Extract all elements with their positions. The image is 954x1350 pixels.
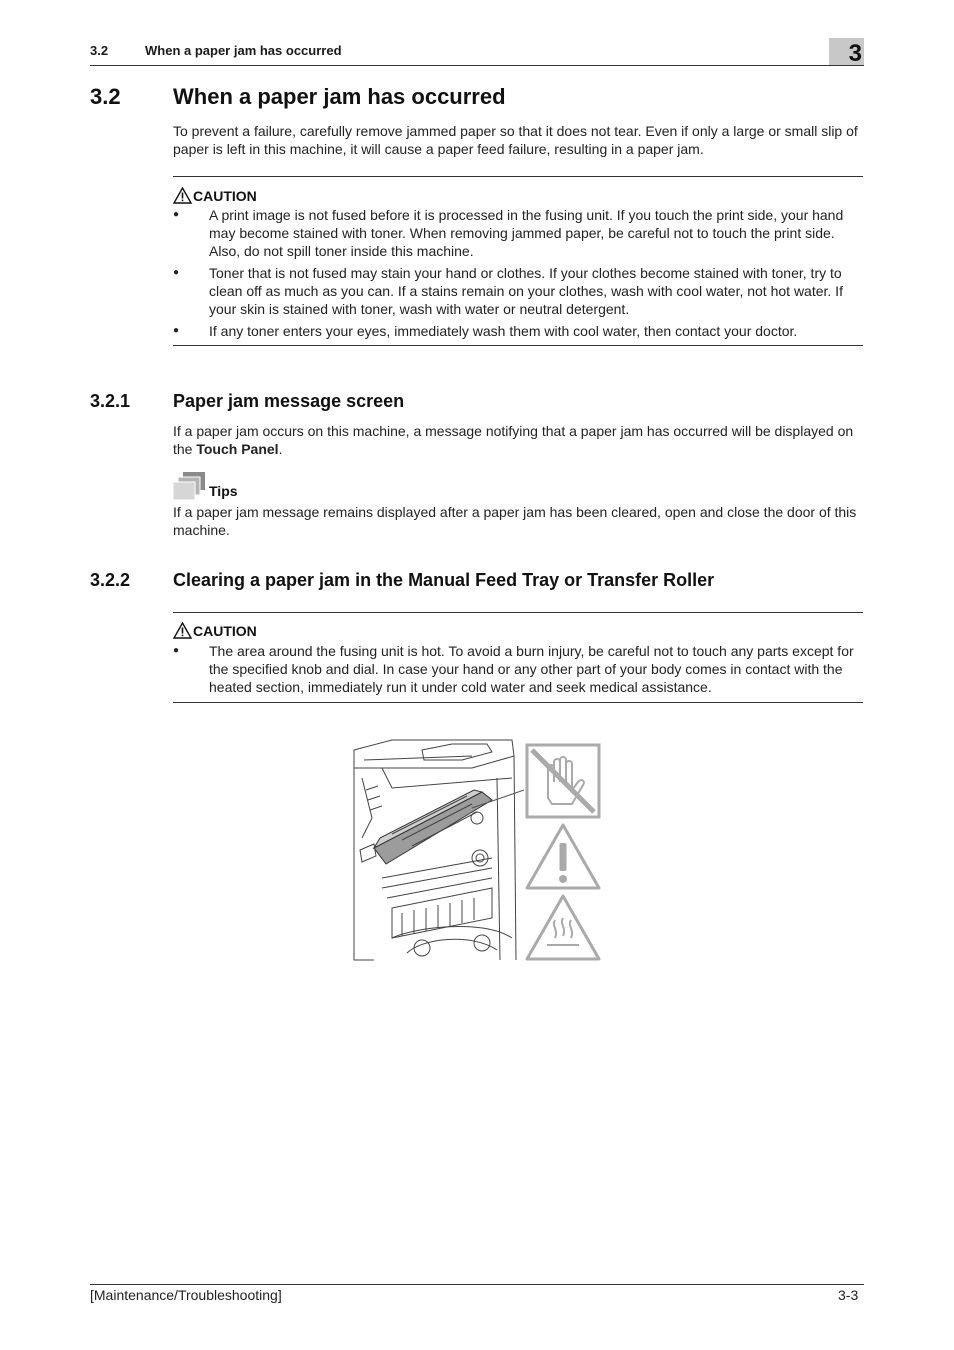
footer-rule (90, 1284, 864, 1285)
warning-triangle-icon (173, 187, 192, 204)
chapter-number: 3 (848, 40, 862, 67)
header-section-number: 3.2 (90, 43, 109, 58)
caution-item: ● Toner that is not fused may stain your hand or clothes. If your clothes become stained with toner, try to clean off as much as you can. If a stains remain on your clothes, wash with cool water, not hot water. If your skin is stained with toner, wash with water or neutral detergent. (173, 264, 863, 318)
subsection-title: Paper jam message screen (173, 391, 405, 411)
caution-rule-top (173, 176, 863, 177)
caution-rule-top (173, 612, 863, 613)
tips-heading (173, 471, 238, 501)
caution-list (173, 206, 863, 344)
text-run: . (278, 441, 283, 457)
caution-item: ● If any toner enters your eyes, immediately wash them with cool water, then contact your doctor. (173, 322, 863, 340)
no-touch-icon (527, 745, 599, 817)
warning-triangle-icon (173, 622, 192, 639)
header-section-title: When a paper jam has occurred (145, 43, 342, 58)
caution-heading (173, 622, 257, 639)
fusing-unit-illustration (352, 738, 604, 964)
subsection-title: Clearing a paper jam in the Manual Feed Tray or Transfer Roller (173, 570, 715, 590)
footer-page-number: 3-3 (838, 1287, 859, 1303)
caution-label: CAUTION (193, 622, 257, 639)
subsection-text (173, 422, 863, 458)
footer-manual-name: [Maintenance/Troubleshooting] (90, 1287, 282, 1303)
section-title: When a paper jam has occurred (173, 84, 506, 109)
caution-item: ● The area around the fusing unit is hot. To avoid a burn injury, be careful not to touch any parts except for the specified knob and dial. In case your hand or any other part of your body comes in contact with the heated section, immediately run it under cold water and seek medical assistance. (173, 642, 863, 696)
chapter-tab (829, 38, 864, 65)
tips-icon (173, 471, 207, 501)
warning-icon (527, 825, 599, 888)
caution-item: ● A print image is not fused before it is processed in the fusing unit. If you touch the print side, your hand may become stained with toner. When removing jammed paper, be careful not to touch the print side. Also, do not spill toner inside this machine. (173, 206, 863, 260)
section-intro: To prevent a failure, carefully remove jammed paper so that it does not tear. Even if only a large or small slip of paper is left in this machine, it will cause a paper feed failure, resulting in a paper jam. (173, 123, 858, 157)
subsection-number: 3.2.2 (90, 570, 131, 590)
text-run: If a paper jam occurs on this machine, a message notifying that a paper jam has occurred will be displayed on the (173, 423, 854, 457)
section-number: 3.2 (90, 84, 121, 109)
caution-rule-bottom (173, 702, 863, 703)
caution-list (173, 642, 863, 700)
touch-panel-term: Touch Panel (196, 441, 279, 457)
tips-label: Tips (209, 483, 238, 499)
header-rule (90, 65, 864, 66)
caution-heading (173, 187, 257, 204)
machine-drawing (352, 738, 604, 964)
subsection-number: 3.2.1 (90, 391, 131, 411)
caution-label: CAUTION (193, 187, 257, 204)
hot-surface-icon (527, 896, 599, 959)
caution-rule-bottom (173, 345, 863, 346)
tips-text: If a paper jam message remains displayed after a paper jam has been cleared, open and close the door of this machine. (173, 504, 857, 538)
